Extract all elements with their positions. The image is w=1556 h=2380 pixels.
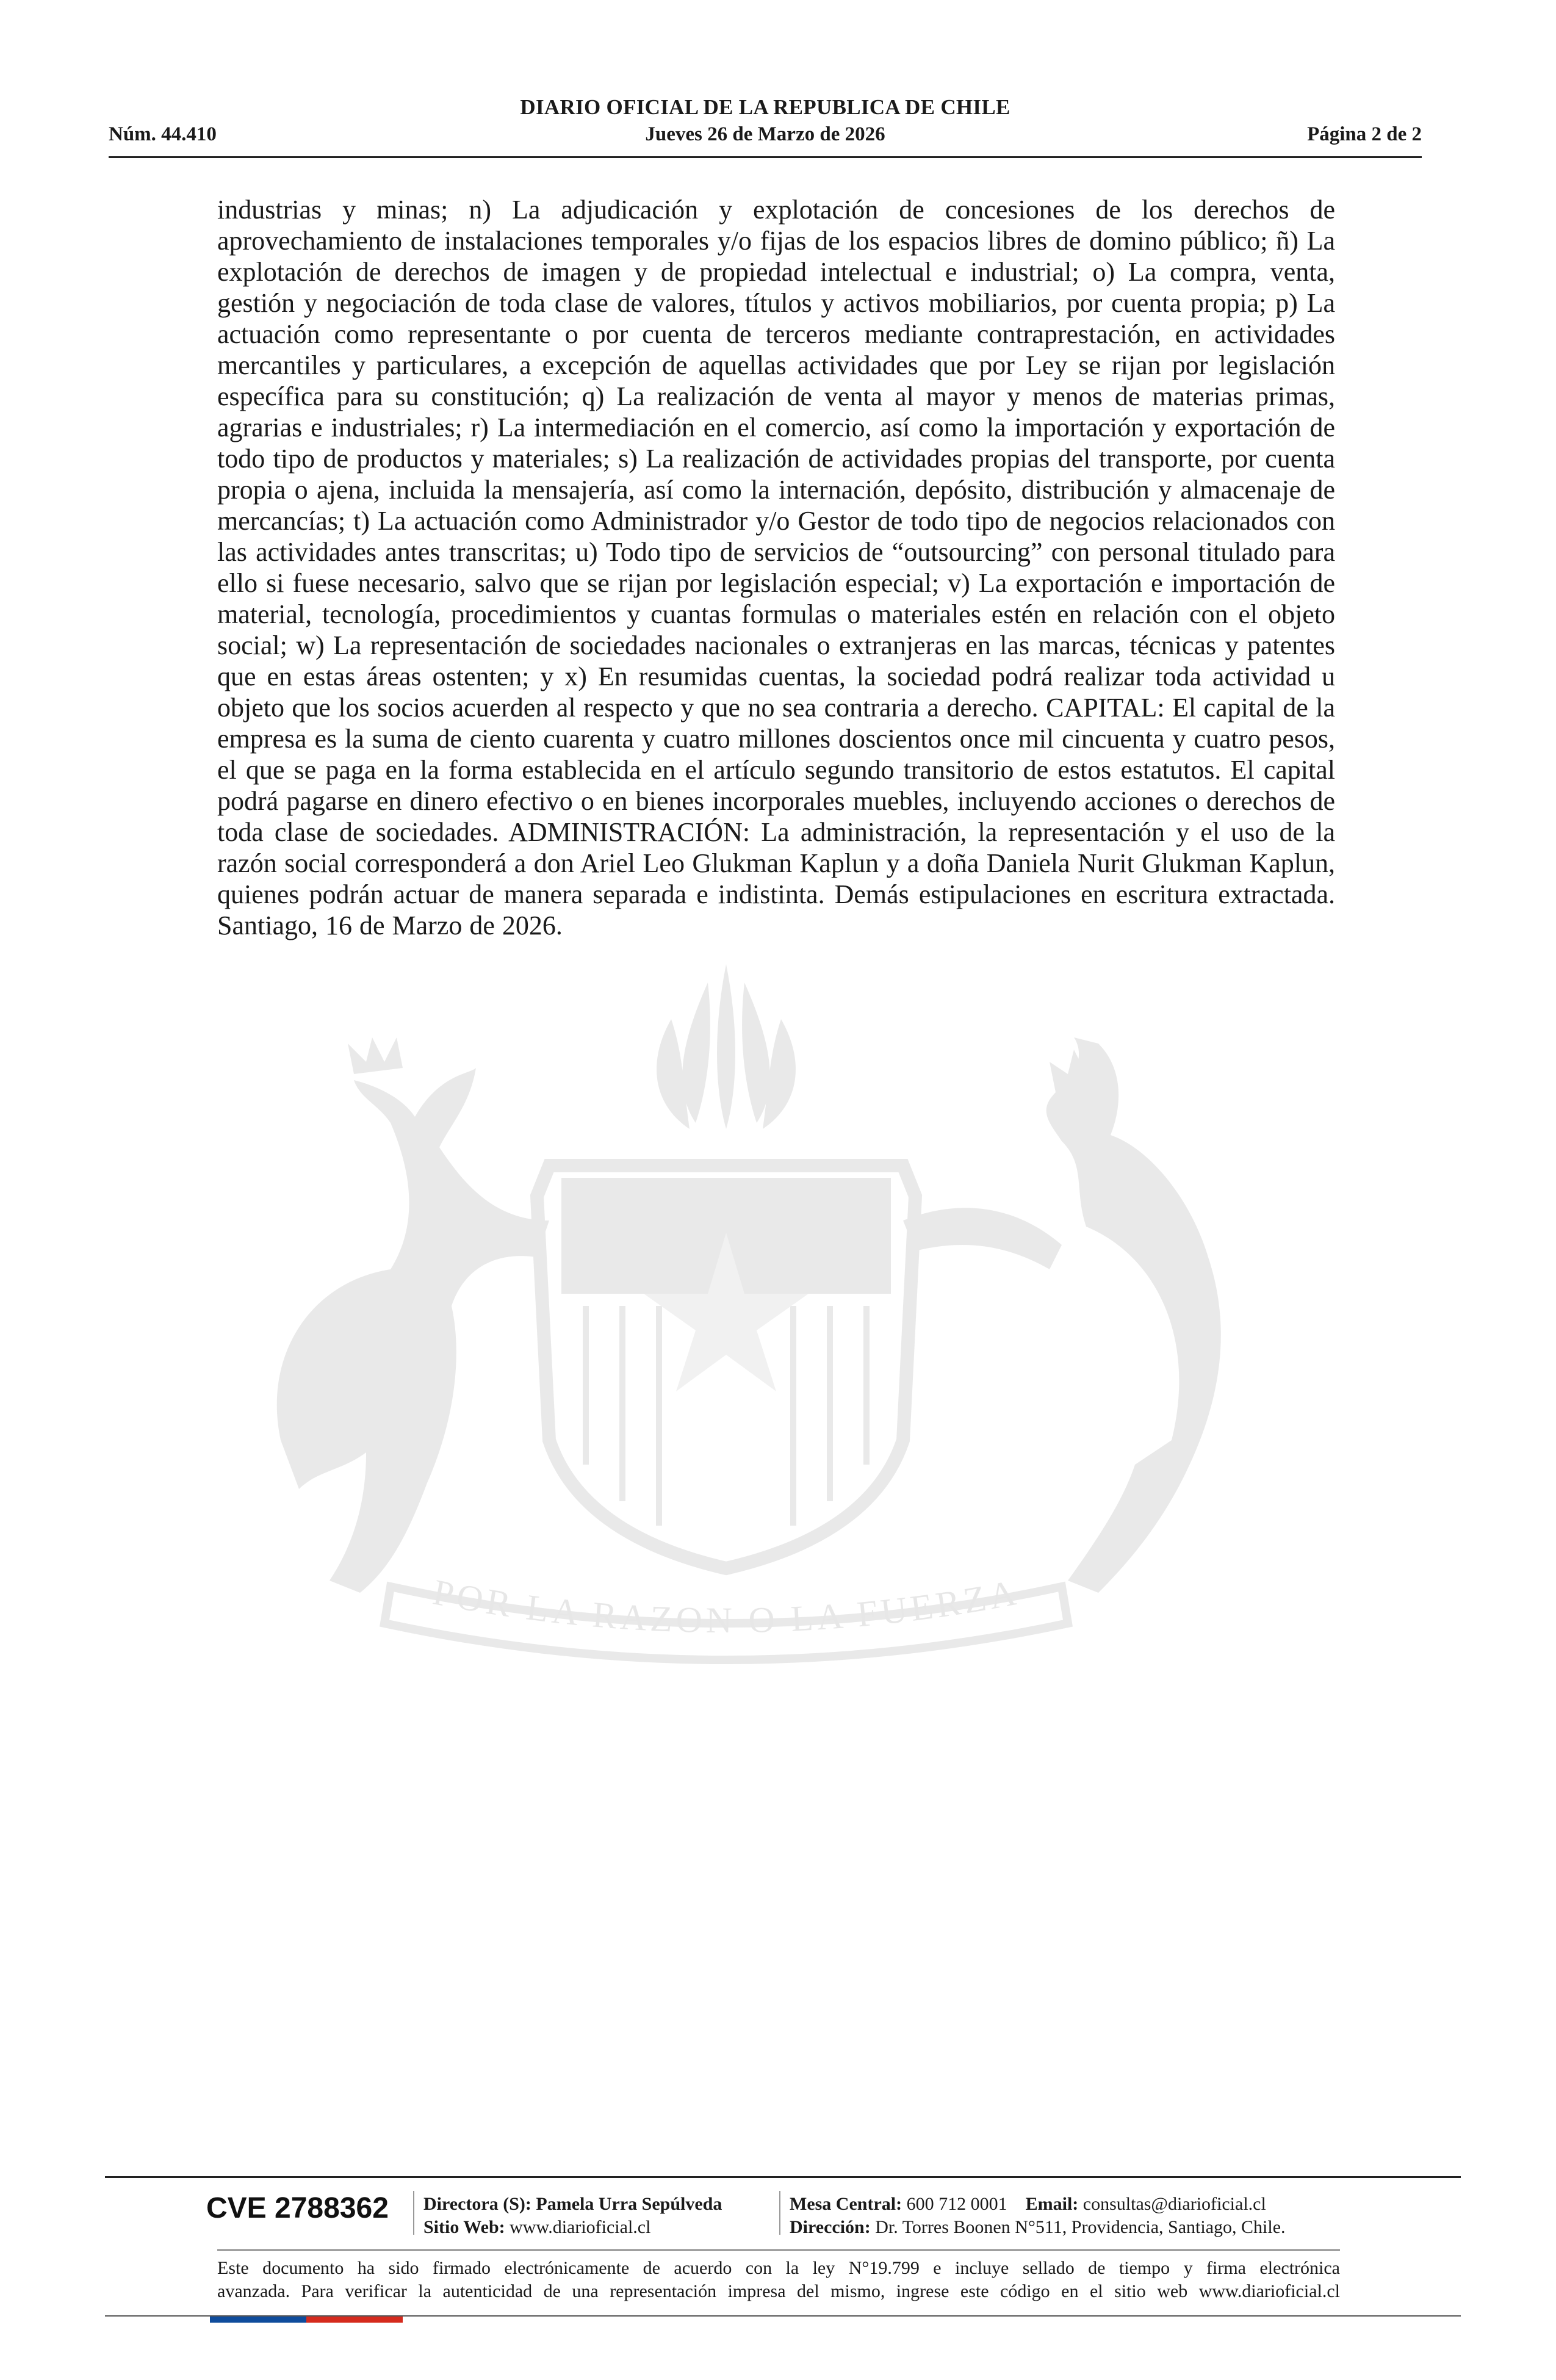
newspaper-title: DIARIO OFICIAL DE LA REPUBLICA DE CHILE <box>520 95 1010 119</box>
footer-divider-top <box>105 2176 1461 2178</box>
header-row <box>109 123 1422 150</box>
director-name: Pamela Urra Sepúlveda <box>536 2194 722 2214</box>
issue-date: Jueves 26 de Marzo de 2026 <box>645 123 885 145</box>
footer-separator <box>413 2191 414 2235</box>
electronic-signature-notice <box>217 2257 1340 2303</box>
page-number: Página 2 de 2 <box>1307 123 1422 145</box>
phone-value: 600 712 0001 <box>906 2194 1007 2214</box>
legal-line-1: Este documento ha sido firmado electrónicamente de acuerdo con la ley N°19.799 e incluye sellado de tiempo y firma electrónica <box>217 2258 1340 2278</box>
email-label: Email: <box>1025 2194 1079 2214</box>
flag-blue-segment <box>210 2317 306 2323</box>
watermark-motto: POR LA RAZON O LA FUERZA <box>430 1571 1023 1641</box>
flag-red-segment <box>306 2317 403 2323</box>
page-header <box>109 92 1422 160</box>
address-value: Dr. Torres Boonen N°511, Providencia, Santiago, Chile. <box>875 2217 1286 2237</box>
director-label: Directora (S): <box>423 2194 531 2214</box>
flag-color-bar <box>210 2317 403 2323</box>
chile-coat-of-arms-icon <box>207 964 1245 1684</box>
footer-divider-mid <box>217 2249 1340 2251</box>
header-divider <box>109 156 1422 158</box>
website-link[interactable]: www.diarioficial.cl <box>510 2217 651 2237</box>
cve-code: CVE 2788362 <box>206 2192 389 2224</box>
footer-contact-left <box>423 2193 722 2239</box>
legal-notice-body: industrias y minas; n) La adjudicación y explotación de concesiones de los derechos de aprovechamiento de instalaciones temporales y/o fijas de los espacios libres de domino público; ñ) La explotación de derechos de imagen y de propiedad intelectual e industrial; o) La compra, venta, gestión y negociación de toda clase de valores, títulos y activos mobiliarios, por cuenta propia; p) La actuación como representante o por cuenta de terceros mediante contraprestación, en actividades mercantiles y particulares, a excepción de aquellas actividades que por Ley se rijan por legislación específica para su constitución; q) La realización de venta al mayor y menos de materias primas, agrarias e industriales; r) La intermediación en el comercio, así como la importación y exportación de todo tipo de productos y materiales; s) La realización de actividades propias del transporte, por cuenta propia o ajena, incluida la mensajería, así como la internación, depósito, distribución y almacenaje de mercancías; t) La actuación como Administrador y/o Gestor de todo tipo de negocios relacionados con las actividades antes transcritas; u) Todo tipo de servicios de “outsourcing” con personal titulado para ello si fuese necesario, salvo que se rijan por legislación especial; v) La exportación e importación de material, tecnología, procedimientos y cuantas formulas o materiales estén en relación con el objeto social; w) La representación de sociedades nacionales o extranjeras en las marcas, técnicas y patentes que en estas áreas ostenten; y x) En resumidas cuentas, la sociedad podrá realizar toda actividad u objeto que los socios acuerden al respecto y que no sea contraria a derecho. CAPITAL: El capital de la empresa es la suma de ciento cuarenta y cuatro millones doscientos once mil cincuenta y cuatro pesos, el que se paga en la forma establecida en el artículo segundo transitorio de estos estatutos. El capital podrá pagarse en dinero efectivo o en bienes incorporales muebles, incluyendo acciones o derechos de toda clase de sociedades. ADMINISTRACIÓN: La administración, la representación y el uso de la razón social corresponderá a don Ariel Leo Glukman Kaplun y a doña Daniela Nurit Glukman Kaplun, quienes podrán actuar de manera separada e indistinta. Demás estipulaciones en escritura extractada. Santiago, 16 de Marzo de 2026. <box>217 195 1335 940</box>
legal-line-2: avanzada. Para verificar la autenticidad de una representación impresa del mismo, ingrese este código en el sitio web www.diarioficial.cl <box>217 2281 1340 2301</box>
address-label: Dirección: <box>790 2217 871 2237</box>
phone-label: Mesa Central: <box>790 2194 902 2214</box>
email-link[interactable]: consultas@diarioficial.cl <box>1082 2194 1266 2214</box>
footer-contact-right <box>790 2193 1286 2239</box>
website-label: Sitio Web: <box>423 2217 505 2237</box>
issue-number: Núm. 44.410 <box>109 123 217 145</box>
footer-separator <box>779 2191 780 2235</box>
